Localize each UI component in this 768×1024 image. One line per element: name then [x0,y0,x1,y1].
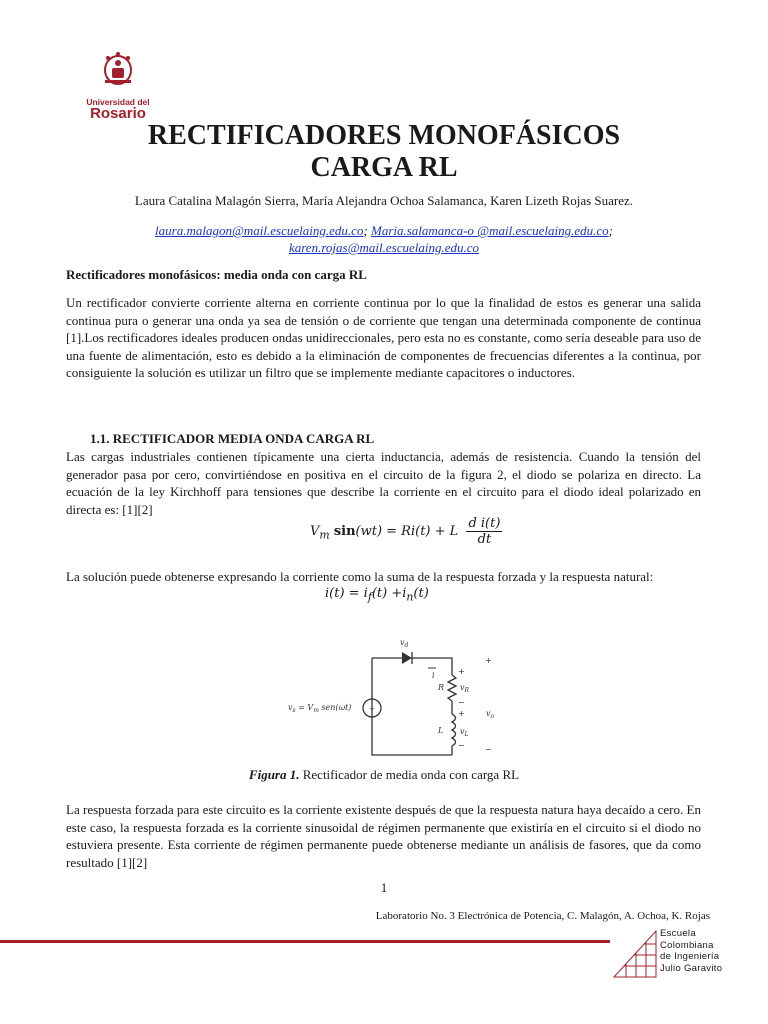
email-sep-2: ; [608,223,613,238]
diode-icon [402,652,412,664]
subheading: Rectificadores monofásicos: media onda con carga RL [66,267,367,282]
logo-line1: Universidad del [86,97,150,107]
paper-title [60,120,708,184]
eq2-sub-f: f [367,590,372,604]
eq2-left: i(t) = i [325,586,368,601]
email-sep-1: ; [363,223,368,238]
university-logo [80,50,156,121]
plus-out: + [485,656,492,665]
minus-l: − [458,741,465,750]
intro-paragraph: Un rectificador convierte corriente alterna en corriente continua por lo que la finalidad de estos es generar una salida continua pura o generar una onda ya sea de tensión o de corriente que tengan una determinada componente de continua [1].Los rectificadores ideales producen ondas unidireccionales, pero esta no es constante, como sería deseable para uso de una fuente de alimentación, esto es debido a la eliminación de componentes de frecuencias diferentes a la continua, por consiguiente la solución es utilizar un filtro que se implemente mediante capacitores o inductores. [66,295,701,380]
title-line2: CARGA RL [310,152,458,183]
figure-caption [60,767,708,783]
plus-l: + [458,709,465,718]
authors: Laura Catalina Malagón Sierra, María Alejandra Ochoa Salamanca, Karen Lizeth Rojas Suarez. [134,193,634,208]
final-paragraph: La respuesta forzada para este circuito es la corriente existente después de que la respuesta natura haya decaído a cero. En este caso, la respuesta forzada es la corriente sinusoidal de régimen permanente que existiría en el circuito si el diodo no estuviera presente. Esta corriente de régimen permanente puede obtenerse mediante un análisis de fasores, que da como resultado [1][2] [66,802,701,870]
title-line1: RECTIFICADORES MONOFÁSICOS [147,120,621,151]
page-number: 1 [380,880,388,895]
label-R: R [438,683,445,692]
caption-label: Figura 1. [248,767,300,782]
crest-icon [80,50,156,90]
label-L: L [438,726,444,735]
solution-text: La solución puede obtenerse expresando la corriente como la suma de la respuesta forzada y la respuesta natural: [66,569,654,584]
eci-line4: Julio Garavito [660,962,723,974]
author-emails [60,222,708,256]
minus-out: − [485,745,492,754]
footer-lab: Laboratorio No. 3 Electrónica de Potencia, C. Malagón, A. Ochoa, K. Rojas [375,910,710,922]
eq1-arg: (wt) = Ri(t) + L [355,524,459,539]
label-vL: $v_L$ [460,727,469,738]
label-vo: $v_o$ [486,709,495,720]
circuit-diagram [280,630,510,765]
plus-r: + [458,667,465,676]
eq1-v: V [310,524,320,539]
eci-line3: de Ingeniería [660,951,720,962]
label-vd: $v_d$ [400,638,409,649]
eq1-num: d i(t) [468,516,501,531]
eci-line2: Colombiana [660,939,714,951]
eq1-sub-m: m [319,528,330,542]
eci-logo-icon [612,925,660,980]
eq2-sub-n: n [406,590,414,604]
eq1-sin: sin [333,524,356,539]
eq2-mid: (t) +i [371,586,407,601]
minus-r: − [458,698,465,707]
label-source: $v_s = V_m$ sen(ωt) [288,703,352,714]
eci-line1: Escuela [660,928,696,939]
email-link-2[interactable]: Maria.salamanca-o @mail.escuelaing.edu.co [371,223,609,238]
footer-divider [0,940,610,943]
section-paragraph: Las cargas industriales contienen típicamente una cierta inductancia, además de resistencia. Cuando la tensión del generador pasa por cero, convirtiéndose en positiva en el circuito de la figura 2, el diodo se polariza en directo. La ecuación de la ley Kirchhoff para tensiones que describe la corriente en el circuito para el diodo ideal polarizado en directa es: [1][2] [66,449,701,517]
caption-text: Rectificador de media onda con carga RL [299,767,520,782]
logo-line2: Rosario [90,105,146,122]
equation-kirchhoff [310,516,502,547]
email-link-3[interactable]: karen.rojas@mail.escuelaing.edu.co [288,240,480,255]
label-i: i [432,671,435,680]
section-heading: 1.1. RECTIFICADOR MEDIA ONDA CARGA RL [90,431,375,446]
eq1-den: dt [477,532,492,547]
email-link-1[interactable]: laura.malagon@mail.escuelaing.edu.co [155,223,364,238]
plus-source: + [369,705,375,713]
eq2-end: (t) [413,586,429,601]
equation-solution [325,586,429,604]
eci-logo-text [660,928,722,974]
label-vR: $v_R$ [460,683,470,694]
eq1-fraction [466,516,502,547]
